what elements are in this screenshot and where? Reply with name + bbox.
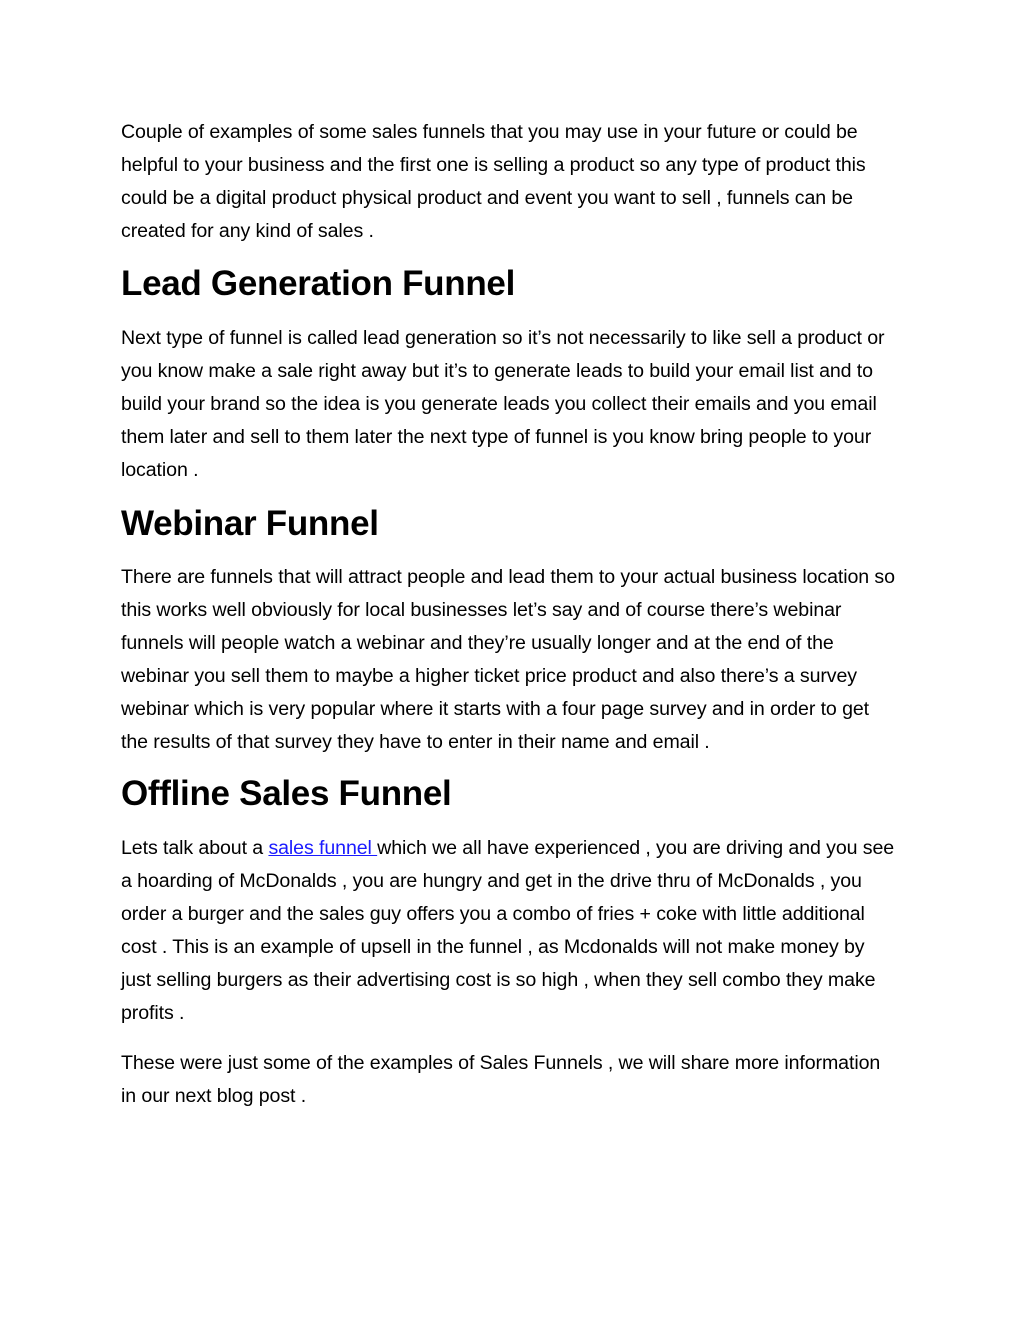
lead-generation-heading: Lead Generation Funnel bbox=[121, 264, 516, 303]
offline-sales-heading: Offline Sales Funnel bbox=[121, 774, 452, 813]
document-page bbox=[121, 116, 899, 1113]
webinar-paragraph: There are funnels that will attract people and lead them to your actual business location so this works well obviously for local businesses let’s say and of course there’s webinar funnels will people watch a webinar and they’re usually longer and at the end of the webinar you sell them to maybe a higher ticket price product and also there’s a survey webinar which is very popular where it starts with a four page survey and in order to get the results of that survey they have to enter in their name and email . bbox=[121, 566, 895, 753]
closing-paragraph: These were just some of the examples of Sales Funnels , we will share more information in our next blog post . bbox=[121, 1052, 881, 1107]
sales-funnel-link[interactable]: sales funnel bbox=[268, 837, 378, 859]
offline-sales-paragraph bbox=[121, 832, 899, 1030]
lead-generation-paragraph: Next type of funnel is called lead generation so it’s not necessarily to like sell a product or you know make a sale right away but it’s to generate leads to build your email list and to build your brand so the idea is you generate leads you collect their emails and you email them later and sell to them later the next type of funnel is you know bring people to your location . bbox=[121, 327, 885, 481]
intro-paragraph: Couple of examples of some sales funnels that you may use in your future or could be helpful to your business and the first one is selling a product so any type of product this could be a digital product physical product and event you want to sell , funnels can be created for any kind of sales . bbox=[121, 121, 866, 242]
offline-text-after-link: which we all have experienced , you are driving and you see a hoarding of McDonalds , you are hungry and get in the drive thru of McDonalds , you order a burger and the sales guy offers you a combo of fries + coke with little additional cost . This is an example of upsell in the funnel , as Mcdonalds will not make money by just selling burgers as their advertising cost is so high , when they sell combo they make profits . bbox=[121, 837, 895, 1024]
offline-text-before-link: Lets talk about a bbox=[121, 837, 269, 859]
webinar-heading: Webinar Funnel bbox=[121, 504, 379, 543]
